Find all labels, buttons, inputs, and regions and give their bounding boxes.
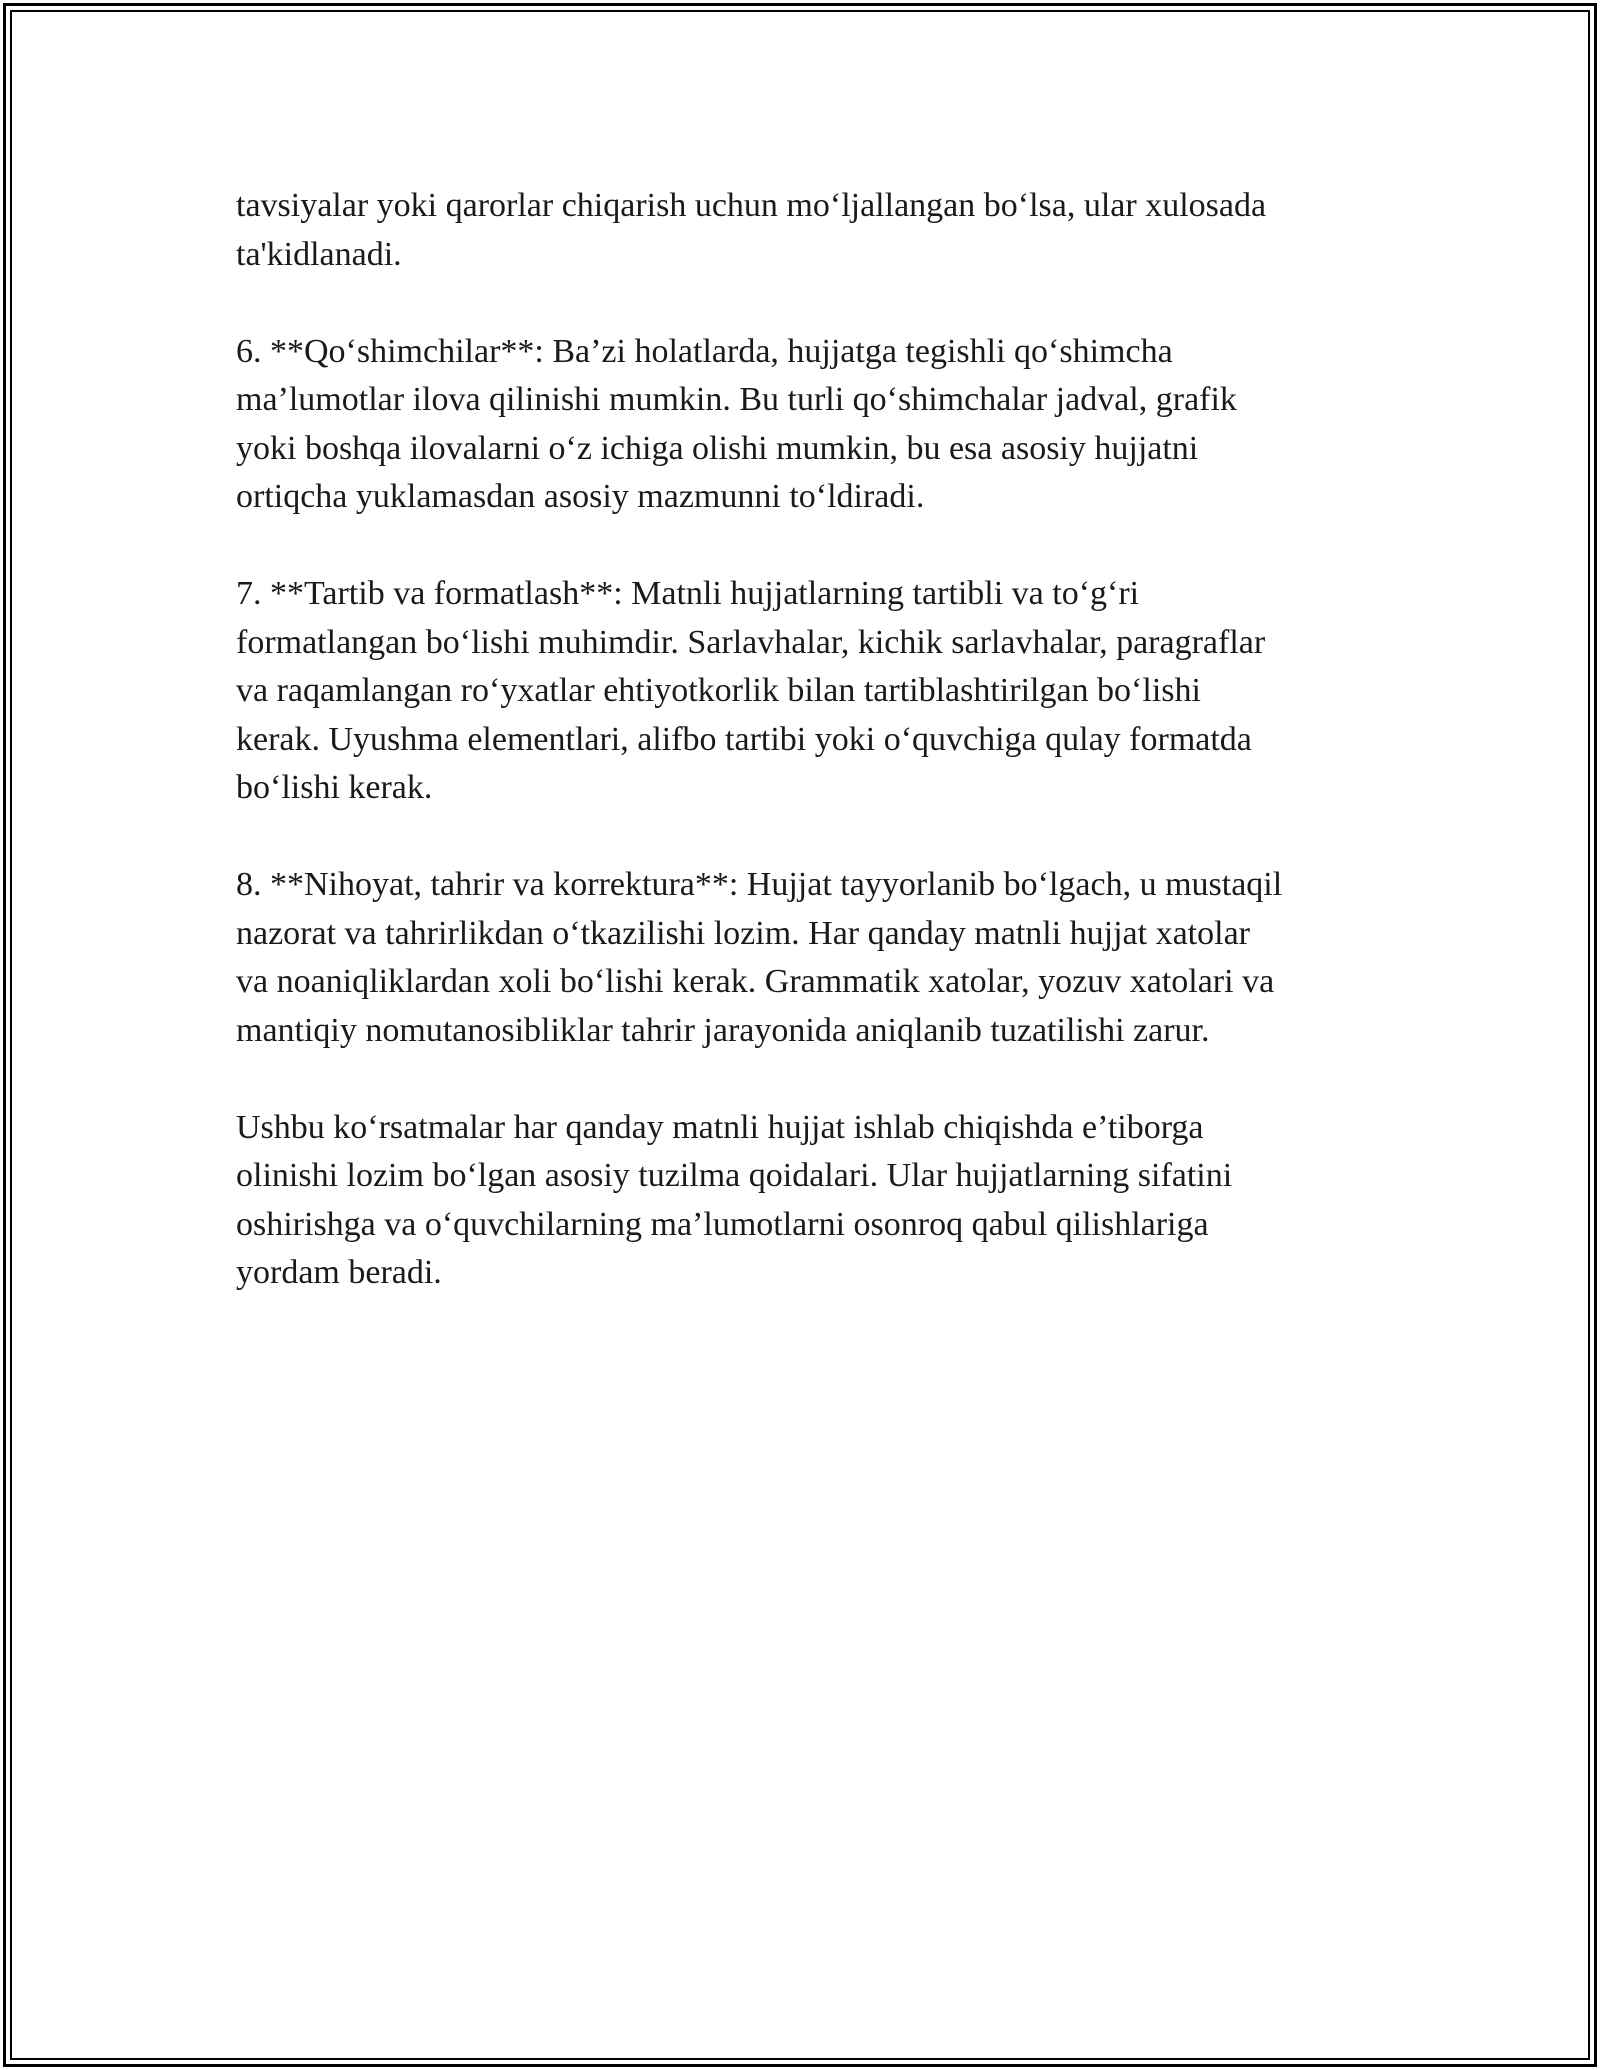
text-line: olinishi lozim bo‘lgan asosiy tuzilma qoidalari. Ular hujjatlarning sifatini <box>236 1157 1233 1194</box>
paragraph-item-6-appendices <box>236 328 1376 522</box>
document-body <box>236 182 1376 1346</box>
text-line: 8. **Nihoyat, tahrir va korrektura**: Hujjat tayyorlanib bo‘lgach, u mustaqil <box>236 866 1283 903</box>
text-line: Ushbu ko‘rsatmalar har qanday matnli hujjat ishlab chiqishda e’tiborga <box>236 1108 1204 1146</box>
text-line: 7. **Tartib va formatlash**: Matnli hujjatlarning tartibli va to‘g‘ri <box>236 575 1140 612</box>
text-line: formatlangan bo‘lishi muhimdir. Sarlavhalar, kichik sarlavhalar, paragraflar <box>236 623 1266 661</box>
text-line: mantiqiy nomutanosibliklar tahrir jarayonida aniqlanib tuzatilishi zarur. <box>236 1011 1210 1049</box>
text-line: kerak. Uyushma elementlari, alifbo tartibi yoki o‘quvchiga qulay formatda <box>236 720 1252 758</box>
text-line: 6. **Qo‘shimchilar**: Ba’zi holatlarda, hujjatga tegishli qo‘shimcha <box>236 332 1173 370</box>
text-line: va raqamlangan ro‘yxatlar ehtiyotkorlik bilan tartiblashtirilgan bo‘lishi <box>236 672 1201 709</box>
paragraph-item-7-formatting <box>236 570 1376 813</box>
text-line: oshirishga va o‘quvchilarning ma’lumotlarni osonroq qabul qilishlariga <box>236 1205 1209 1243</box>
text-line: ta'kidlanadi. <box>236 235 402 273</box>
text-line: tavsiyalar yoki qarorlar chiqarish uchun mo‘ljallangan bo‘lsa, ular xulosada <box>236 187 1267 224</box>
text-line: bo‘lishi kerak. <box>236 769 433 806</box>
paragraph-item-8-editing <box>236 861 1376 1055</box>
text-line: ma’lumotlar ilova qilinishi mumkin. Bu turli qo‘shimchalar jadval, grafik <box>236 381 1237 418</box>
text-line: va noaniqliklardan xoli bo‘lishi kerak. Grammatik xatolar, yozuv xatolari va <box>236 963 1275 1000</box>
text-line: nazorat va tahrirlikdan o‘tkazilishi lozim. Har qanday matnli hujjat xatolar <box>236 914 1250 952</box>
paragraph-recommendations-continued <box>236 182 1376 279</box>
paragraph-conclusion <box>236 1104 1376 1298</box>
text-line: yordam beradi. <box>236 1254 442 1291</box>
text-line: ortiqcha yuklamasdan asosiy mazmunni to‘ldiradi. <box>236 478 925 515</box>
text-line: yoki boshqa ilovalarni o‘z ichiga olishi mumkin, bu esa asosiy hujjatni <box>236 429 1199 467</box>
